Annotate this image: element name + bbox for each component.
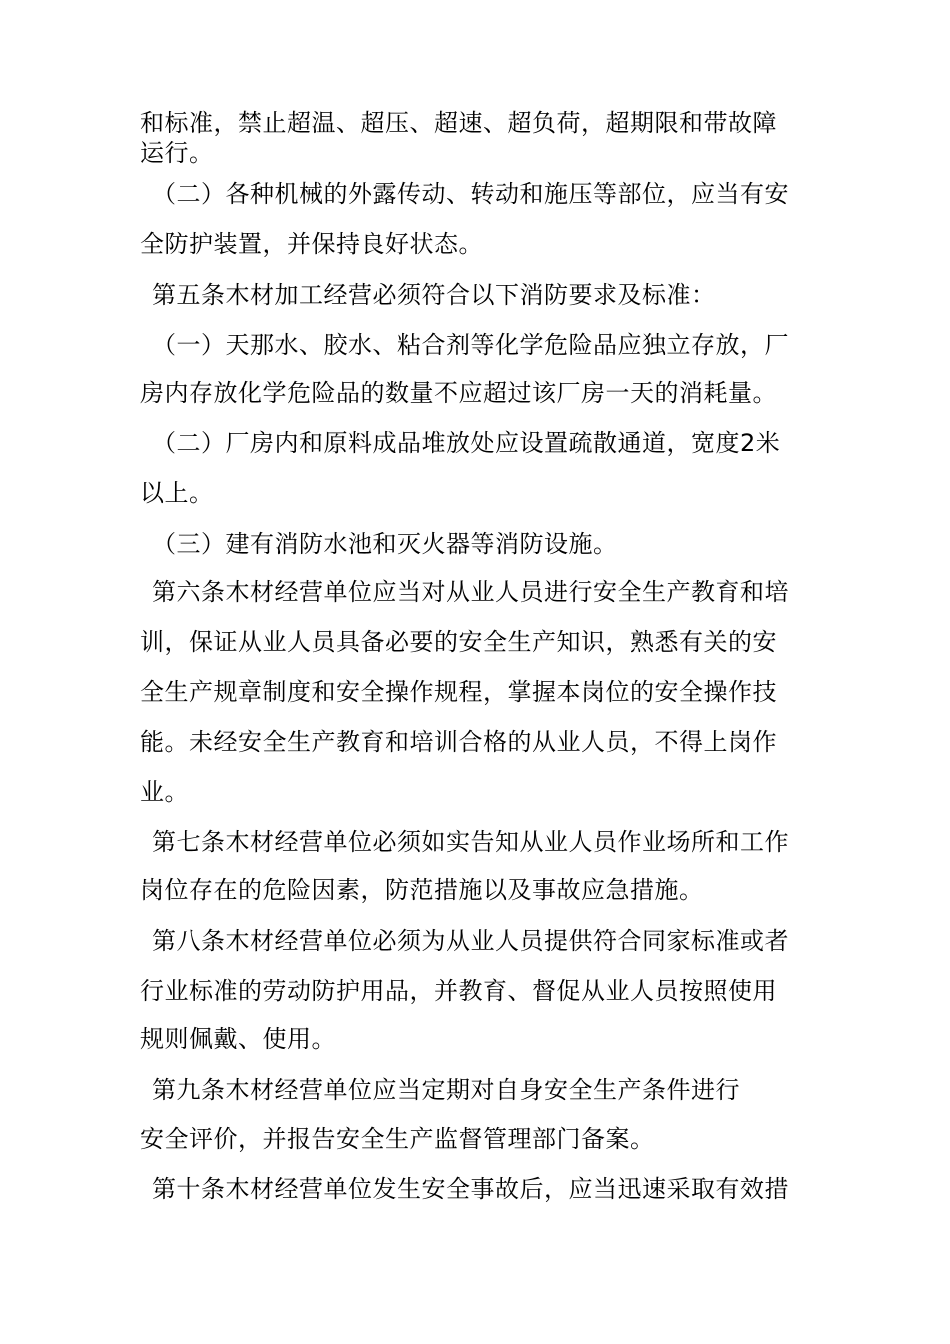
text-line: 第七条木材经营单位必须如实告知从业人员作业场所和工作 [152, 828, 789, 856]
text-line: 业。 [140, 778, 189, 806]
text-line: 岗位存在的危险因素，防范措施以及事故应急措施。 [140, 876, 704, 904]
text-line: 行业标准的劳动防护用品，并教育、督促从业人员按照使用 [140, 977, 777, 1005]
text-line: 规则佩戴、使用。 [140, 1025, 336, 1053]
text-line: 全防护装置，并保持良好状态。 [140, 230, 483, 258]
text-line: 安全评价，并报告安全生产监督管理部门备案。 [140, 1125, 655, 1153]
text-line: 第六条木材经营单位应当对从业人员进行安全生产教育和培 [152, 578, 789, 606]
text-line: 第五条木材加工经营必须符合以下消防要求及标准： [152, 281, 716, 309]
text-line: 以上。 [140, 479, 214, 507]
text-line: （一）天那水、胶水、粘合剂等化学危险品应独立存放，厂 [152, 331, 789, 359]
text-line: 全生产规章制度和安全操作规程，掌握本岗位的安全操作技 [140, 678, 777, 706]
text-line: 能。未经安全生产教育和培训合格的从业人员，不得上岗作 [140, 728, 777, 756]
text-line: （二）各种机械的外露传动、转动和施压等部位，应当有安 [152, 180, 789, 208]
text-line: 运行。 [140, 139, 214, 167]
text-line: 训，保证从业人员具备必要的安全生产知识，熟悉有关的安 [140, 628, 777, 656]
text-line: 第八条木材经营单位必须为从业人员提供符合同家标准或者 [152, 927, 789, 955]
text-line: 房内存放化学危险品的数量不应超过该厂房一天的消耗量。 [140, 379, 777, 407]
text-line: （二）厂房内和原料成品堆放处应设置疏散通道，宽度2米 [152, 429, 781, 457]
text-line: 和标准，禁止超温、超压、超速、超负荷，超期限和带故障 [140, 109, 777, 137]
text-line: 第九条木材经营单位应当定期对自身安全生产条件进行 [152, 1076, 740, 1104]
text-line: 第十条木材经营单位发生安全事故后，应当迅速采取有效措 [152, 1175, 789, 1203]
text-line: （三）建有消防水池和灭火器等消防设施。 [152, 530, 618, 558]
